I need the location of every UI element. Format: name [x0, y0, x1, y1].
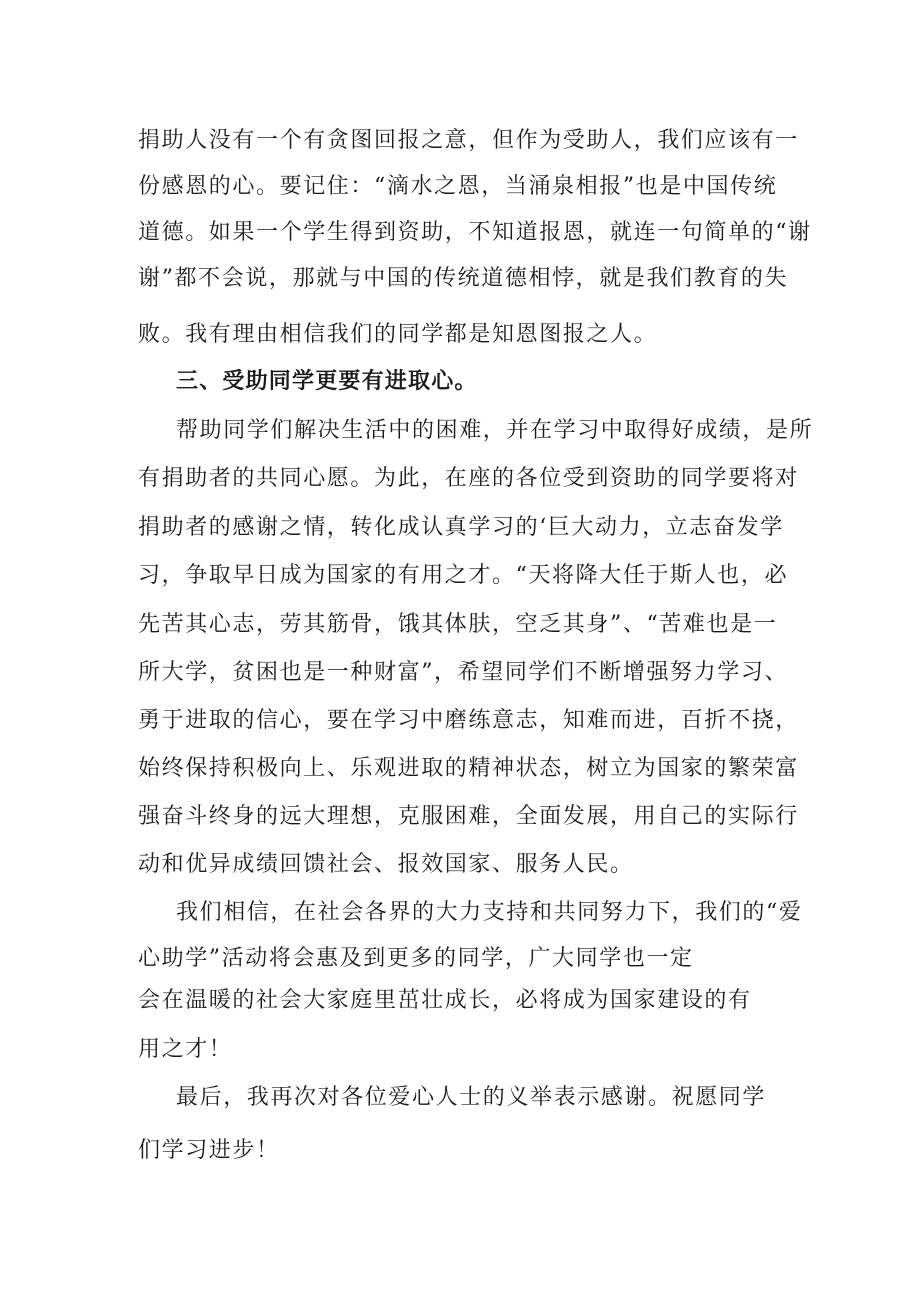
text-line: 勇于进取的信心，要在学习中磨练意志，知难而进，百折不挠， [138, 708, 799, 733]
text-line: 习，争取早日成为国家的有用之才。“天将降大任于斯人也，必 [138, 563, 789, 588]
text-line: 用之才！ [138, 1037, 233, 1062]
text-line: 们学习进步！ [138, 1138, 280, 1163]
text-line: 动和优异成绩回馈社会、报效国家、服务人民。 [138, 852, 634, 877]
text-line: 帮助同学们解决生活中的困难，并在学习中取得好成绩，是所 [176, 418, 814, 443]
text-line: 捐助人没有一个有贪图回报之意，但作为受助人，我们应该有一 [138, 128, 799, 153]
text-line: 捐助者的感谢之情，转化成认真学习的‘巨大动力，立志奋发学 [138, 515, 784, 540]
text-line: 道德。如果一个学生得到资助，不知道报恩，就连一句简单的“谢 [138, 220, 812, 245]
text-line: 谢”都不会说，那就与中国的传统道德相悖，就是我们教育的失 [138, 266, 789, 291]
text-line: 心助学”活动将会惠及到更多的同学，广大同学也一定 [138, 946, 694, 971]
text-line: 所大学，贫困也是一种财富”，希望同学们不断增强努力学习、 [138, 660, 789, 685]
text-line: 先苦其心志，劳其筋骨，饿其体肤，空乏其身”、“苦难也是一 [138, 612, 778, 637]
text-line: 败。我有理由相信我们的同学都是知恩图报之人。 [138, 322, 658, 347]
text-line: 始终保持积极向上、乐观进取的精神状态，树立为国家的繁荣富 [138, 756, 799, 781]
section-heading: 三、受助同学更要有进取心。 [176, 368, 478, 394]
text-line: 有捐助者的共同心愿。为此，在座的各位受到资助的同学要将对 [138, 466, 799, 491]
text-line: 会在温暖的社会大家庭里茁壮成长，必将成为国家建设的有 [138, 988, 752, 1013]
text-line: 我们相信，在社会各界的大力支持和共同努力下，我们的“爱 [176, 900, 803, 925]
text-line: 强奋斗终身的远大理想，克服困难，全面发展，用自己的实际行 [138, 804, 799, 829]
text-line: 份感恩的心。要记住：“滴水之恩，当涌泉相报”也是中国传统 [138, 174, 778, 199]
text-line: 最后，我再次对各位爱心人士的义举表示感谢。祝愿同学 [176, 1085, 767, 1110]
